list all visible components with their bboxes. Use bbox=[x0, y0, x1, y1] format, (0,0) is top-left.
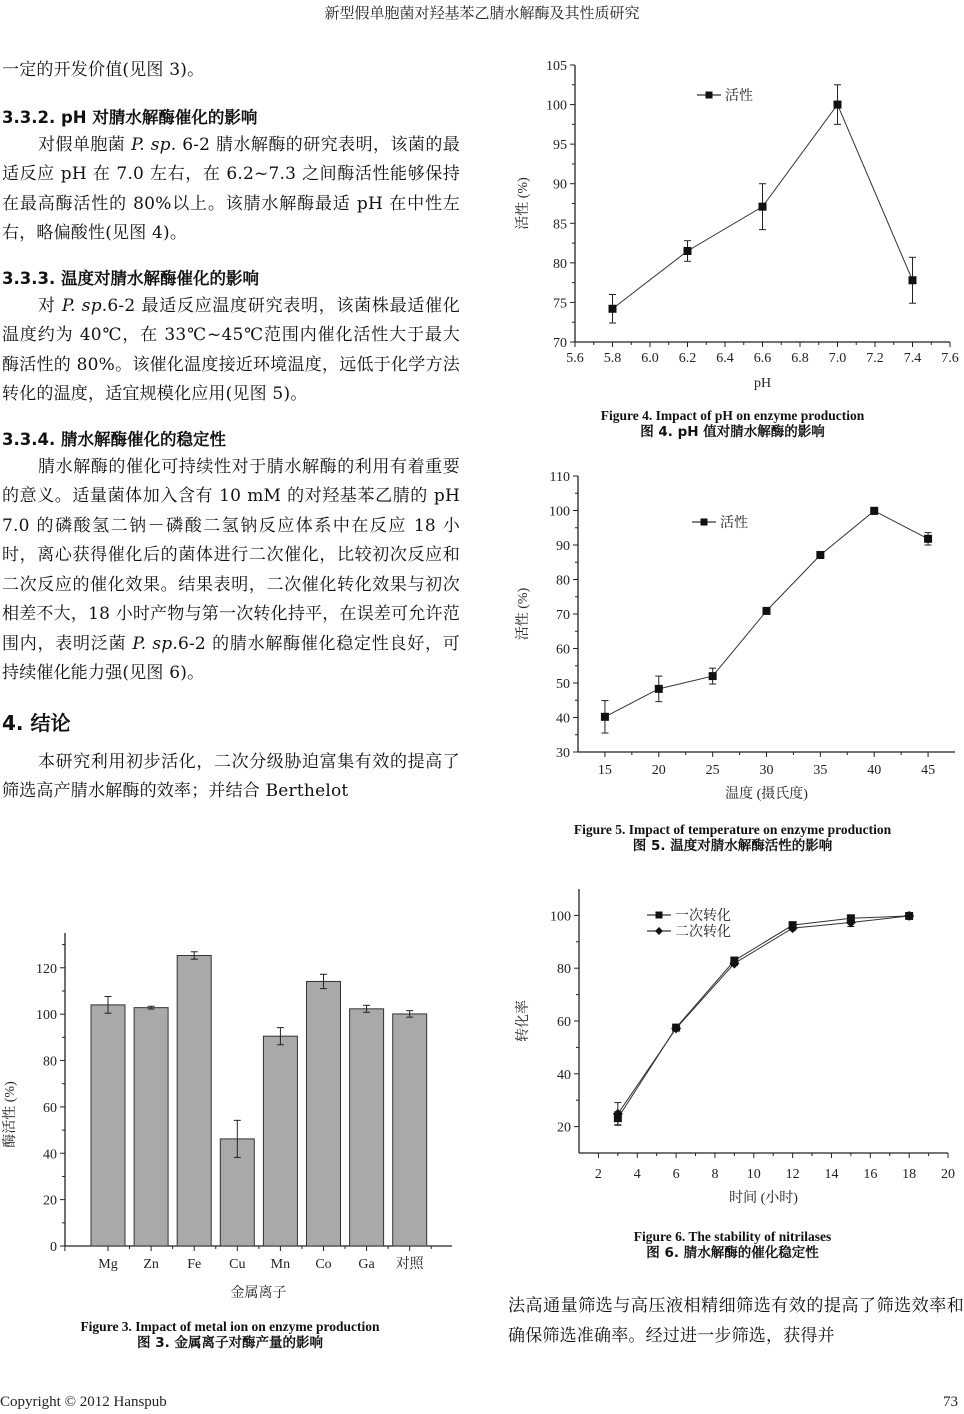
text-span: 对 bbox=[38, 295, 62, 316]
bar bbox=[350, 1009, 384, 1246]
y-tick-label: 70 bbox=[556, 608, 570, 623]
y-tick-label: 110 bbox=[549, 470, 570, 485]
page-number: 73 bbox=[943, 1394, 958, 1410]
section-heading-3-3-3: 3.3.3. 温度对腈水解酶催化的影响 bbox=[2, 268, 259, 288]
x-tick-label: 20 bbox=[941, 1167, 955, 1182]
data-point-square bbox=[909, 276, 917, 284]
species-name: P. sp. bbox=[132, 633, 178, 654]
x-tick-label: 15 bbox=[597, 763, 612, 778]
running-title: 新型假单胞菌对羟基苯乙腈水解酶及其性质研究 bbox=[324, 4, 640, 22]
x-tick-label: 6.4 bbox=[716, 351, 734, 366]
text-span: 6-2 腈水解酶的研究表明，该菌的最适反应 pH 在 7.0 左右，在 6.2~7.3 之间酶活性能够保持在最高酶活性的 80%以上。该腈水解酶最适 pH 在中性左右，略偏酸性(见图 4)。 bbox=[2, 134, 461, 243]
x-tick-label: Ga bbox=[358, 1257, 375, 1272]
y-tick-label: 60 bbox=[556, 642, 570, 658]
text-span: 6-2 的腈水解酶催化稳定性良好，可持续催化能力强(见图 6)。 bbox=[2, 633, 460, 683]
legend-label: 二次转化 bbox=[675, 925, 731, 940]
y-tick-label: 40 bbox=[556, 711, 570, 727]
figure-5-caption bbox=[505, 821, 960, 855]
x-tick-label: 25 bbox=[705, 763, 720, 778]
section-paragraph-3-3-4 bbox=[2, 453, 460, 689]
x-tick-label: 20 bbox=[651, 763, 666, 778]
x-tick-label: 4 bbox=[633, 1167, 641, 1182]
y-tick-label: 0 bbox=[50, 1240, 57, 1255]
x-tick-label: 7.2 bbox=[866, 351, 884, 366]
bar bbox=[91, 1005, 125, 1246]
y-tick-label: 50 bbox=[556, 677, 570, 692]
x-tick-label: 7.0 bbox=[828, 351, 847, 366]
bar bbox=[393, 1014, 427, 1246]
y-tick-label: 90 bbox=[556, 539, 570, 554]
right-text-column bbox=[508, 1292, 964, 1351]
text-span: 腈水解酶的催化可持续性对于腈水解酶的利用有着重要的意义。适量菌体加入含有 10 mM 的对羟基苯乙腈的 pH 7.0 的磷酸氢二钠－磷酸二氢钠反应体系中在反应 18 小时，离心获得催化后的菌体进行二次催化，比较初次反应和二次反应的催化效果。结果表明，二次催化转化效果与初次相差不大，18 小时产物与第一次转化持平，在误差可允许范围内，表明泛菌 bbox=[2, 456, 460, 654]
caption-zh: 图 3. 金属离子对酶产量的影响 bbox=[137, 1335, 323, 1351]
y-tick-label: 120 bbox=[36, 961, 57, 977]
y-tick-label: 60 bbox=[43, 1100, 57, 1116]
x-tick-label: 35 bbox=[813, 763, 828, 778]
x-tick-label: 5.6 bbox=[566, 351, 584, 366]
x-tick-label: 18 bbox=[902, 1167, 917, 1182]
data-point-square bbox=[655, 685, 663, 693]
section-paragraph-3-3-3 bbox=[2, 292, 460, 410]
x-tick-label: Co bbox=[315, 1257, 332, 1272]
caption-zh: 图 4. pH 值对腈水解酶的影响 bbox=[640, 424, 825, 440]
x-tick-label: 8 bbox=[711, 1167, 719, 1182]
legend-label: 活性 bbox=[720, 516, 748, 531]
y-tick-label: 105 bbox=[546, 59, 567, 74]
x-tick-label: 6 bbox=[672, 1167, 680, 1182]
conclusion-paragraph: 本研究利用初步活化，二次分级胁迫富集有效的提高了筛选高产腈水解酶的效率；并结合 Berthelot bbox=[2, 751, 460, 801]
section-heading-3-3-2: 3.3.2. pH 对腈水解酶催化的影响 bbox=[2, 107, 258, 127]
bar bbox=[177, 955, 211, 1246]
x-tick-label: 7.6 bbox=[941, 351, 959, 366]
species-name: P. sp. bbox=[131, 134, 177, 155]
y-tick-label: 100 bbox=[550, 909, 571, 925]
x-tick-label: Mg bbox=[98, 1257, 118, 1272]
left-text-column bbox=[2, 56, 460, 807]
x-tick-label: Fe bbox=[187, 1257, 202, 1272]
x-tick-label: 12 bbox=[785, 1167, 800, 1182]
section-heading-3-3-4: 3.3.4. 腈水解酶催化的稳定性 bbox=[2, 429, 226, 449]
x-tick-label: Cu bbox=[229, 1257, 246, 1272]
x-tick-label: 14 bbox=[824, 1167, 839, 1182]
legend-marker-square bbox=[656, 912, 663, 919]
y-tick-label: 80 bbox=[43, 1054, 57, 1070]
data-point-square bbox=[763, 607, 771, 615]
legend-label: 一次转化 bbox=[675, 909, 731, 924]
y-axis-label: 转化率 bbox=[516, 1000, 531, 1042]
x-tick-label: Mn bbox=[270, 1257, 291, 1272]
y-tick-label: 85 bbox=[553, 217, 567, 233]
legend-marker-square bbox=[706, 92, 713, 99]
y-axis-label: 活性 (%) bbox=[516, 587, 531, 641]
x-tick-label: 40 bbox=[867, 763, 882, 778]
bar bbox=[307, 981, 341, 1246]
data-point-square bbox=[759, 203, 767, 211]
data-point-square bbox=[834, 101, 842, 109]
y-tick-label: 60 bbox=[557, 1015, 571, 1030]
legend-label: 活性 bbox=[725, 89, 753, 104]
x-tick-label: 对照 bbox=[395, 1257, 424, 1272]
continuation-paragraph: 法高通量筛选与高压液相精细筛选有效的提高了筛选效率和确保筛选准确率。经过进一步筛选，获得并 bbox=[508, 1296, 964, 1346]
figure-3-caption bbox=[0, 1318, 460, 1352]
x-tick-label: Zn bbox=[143, 1257, 159, 1272]
series-line bbox=[618, 916, 909, 1114]
y-tick-label: 80 bbox=[557, 962, 571, 978]
legend-marker-square bbox=[701, 519, 708, 526]
y-tick-label: 20 bbox=[557, 1120, 571, 1136]
species-name: P. sp. bbox=[61, 295, 108, 316]
caption-zh: 图 5. 温度对腈水解酶活性的影响 bbox=[632, 838, 833, 854]
bar bbox=[134, 1008, 168, 1246]
x-axis-label: 时间 (小时) bbox=[729, 1191, 798, 1206]
chart-metal-ion-activity bbox=[0, 925, 460, 1305]
y-tick-label: 100 bbox=[549, 504, 570, 520]
data-point-square bbox=[609, 305, 617, 313]
data-point-square bbox=[709, 672, 717, 680]
data-point-square bbox=[601, 713, 609, 721]
bar bbox=[263, 1036, 297, 1246]
x-tick-label: 5.8 bbox=[603, 351, 622, 366]
y-axis-label: 酶活性 (%) bbox=[3, 1081, 18, 1148]
section-paragraph-3-3-2 bbox=[2, 131, 460, 249]
figure-6-caption bbox=[505, 1228, 960, 1262]
caption-en: Figure 4. Impact of pH on enzyme production bbox=[600, 408, 865, 423]
x-tick-label: 6.6 bbox=[753, 351, 772, 366]
caption-en: Figure 5. Impact of temperature on enzyme production bbox=[573, 822, 892, 837]
y-tick-label: 100 bbox=[546, 98, 567, 114]
caption-zh: 图 6. 腈水解酶的催化稳定性 bbox=[646, 1245, 819, 1261]
y-axis-label: 活性 (%) bbox=[516, 177, 531, 230]
y-tick-label: 100 bbox=[36, 1008, 57, 1024]
copyright: Copyright © 2012 Hanspub bbox=[0, 1394, 167, 1410]
data-point-square bbox=[684, 247, 692, 255]
y-tick-label: 30 bbox=[556, 746, 570, 761]
chart-ph-activity bbox=[505, 55, 960, 395]
x-tick-label: 6.8 bbox=[791, 351, 809, 366]
y-tick-label: 40 bbox=[557, 1067, 571, 1083]
intro-paragraph: 一定的开发价值(见图 3)。 bbox=[2, 60, 205, 80]
y-tick-label: 40 bbox=[43, 1147, 57, 1163]
x-tick-label: 7.4 bbox=[903, 351, 922, 366]
x-axis-label: pH bbox=[753, 376, 772, 391]
chart-temperature-activity bbox=[505, 465, 960, 810]
chart-nitrilase-stability bbox=[505, 877, 960, 1217]
x-axis-label: 金属离子 bbox=[230, 1286, 287, 1301]
caption-en: Figure 3. Impact of metal ion on enzyme production bbox=[80, 1319, 380, 1334]
y-tick-label: 70 bbox=[553, 336, 567, 351]
y-tick-label: 80 bbox=[556, 573, 570, 589]
figure-4-caption bbox=[505, 407, 960, 441]
y-tick-label: 95 bbox=[553, 138, 567, 154]
section-heading-4: 4. 结论 bbox=[2, 710, 71, 735]
x-tick-label: 6.0 bbox=[641, 351, 659, 366]
data-point-square bbox=[924, 535, 932, 543]
y-tick-label: 90 bbox=[553, 177, 567, 193]
x-tick-label: 45 bbox=[921, 763, 936, 778]
data-point-square bbox=[816, 551, 824, 559]
x-tick-label: 30 bbox=[759, 763, 774, 778]
legend-marker-diamond bbox=[655, 927, 663, 935]
data-point-square bbox=[870, 507, 878, 515]
caption-en: Figure 6. The stability of nitrilases bbox=[633, 1229, 832, 1244]
y-tick-label: 75 bbox=[553, 296, 567, 312]
x-axis-label: 温度 (摄氏度) bbox=[725, 787, 808, 802]
x-tick-label: 16 bbox=[863, 1167, 878, 1182]
y-tick-label: 80 bbox=[553, 256, 567, 272]
text-span: 对假单胞菌 bbox=[38, 134, 132, 155]
x-tick-label: 10 bbox=[746, 1167, 761, 1182]
y-tick-label: 20 bbox=[43, 1193, 57, 1209]
x-tick-label: 2 bbox=[594, 1167, 602, 1182]
x-tick-label: 6.2 bbox=[678, 351, 697, 366]
text-span: 6-2 最适反应温度研究表明，该菌株最适催化温度约为 40℃，在 33℃~45℃范围内催化活性大于最大酶活性的 80%。该催化温度接近环境温度，远低于化学方法转化的温度，适宜规模化应用(见图 5)。 bbox=[2, 295, 461, 404]
